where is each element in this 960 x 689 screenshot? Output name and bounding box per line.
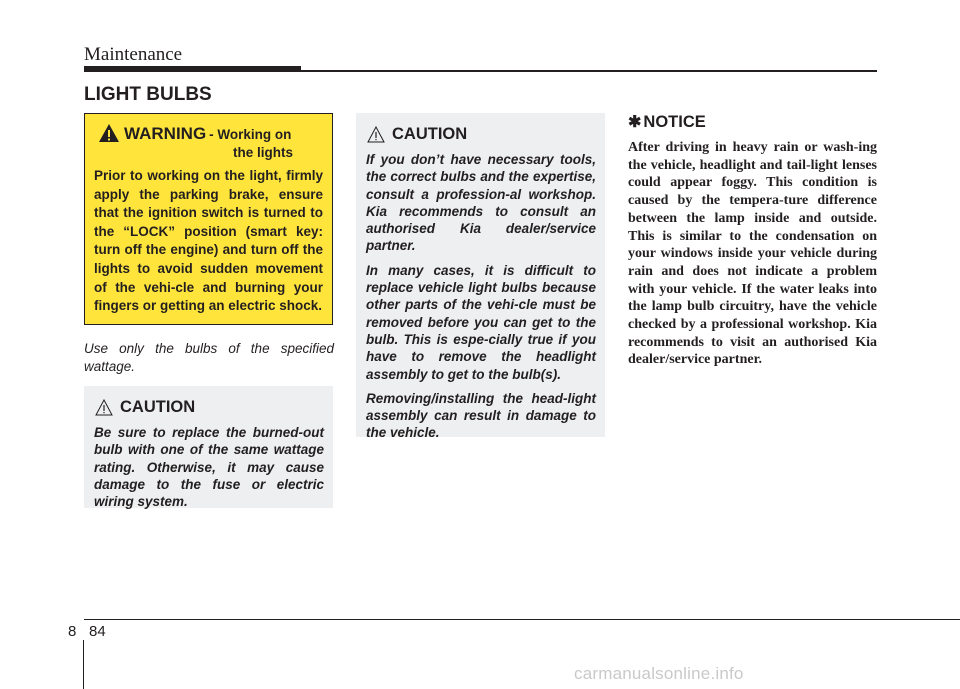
caution-body: Be sure to replace the burned-out bulb with one of the same wattage rating. Otherwise, it may cause damage to the fuse or electric wiring system. (94, 425, 324, 510)
caution-box-bulb-replacement (84, 386, 333, 508)
caution-paragraph: If you don’t have necessary tools, the correct bulbs and the expertise, consult a profession-al workshop. Kia recommends to consult an authorised Kia dealer/service partner. (366, 152, 596, 254)
caution-paragraph: Removing/installing the head-light assembly can result in damage to the vehicle. (366, 390, 596, 441)
caution-triangle-icon (95, 399, 113, 416)
caution-title: CAUTION (120, 397, 196, 416)
warning-subtitle-line1: - Working on (209, 127, 292, 142)
footer-vertical-rule (83, 640, 84, 689)
warning-title: WARNING (124, 124, 207, 143)
footer-rule (84, 619, 960, 620)
warning-body: Prior to working on the light, firmly apply the parking brake, ensure that the ignition switch is turned to the “LOCK” position (smart key: turn off the engine) and turn off the lights to avoid sudden movement of the vehi-cle and burning your fingers or getting an electric shock. (94, 168, 323, 314)
notice-star-icon: ✱ (628, 114, 642, 131)
watermark: carmanualsonline.info (574, 664, 744, 683)
notice-title: NOTICE (643, 113, 706, 131)
page-number: 84 (89, 623, 106, 640)
caution-triangle-icon (367, 126, 385, 143)
notice-body: After driving in heavy rain or wash-ing the vehicle, headlight and tail-light lenses could appear foggy. This condition is caused by the tempera-ture difference between the lamp inside and outside. This is similar to the condensation on your windows inside your vehicle during rain and does not indicate a problem with your vehicle. If the water leaks into the lamp bulb circuitry, have the vehicle checked by a professional workshop. Kia recommends to visit an authorised Kia dealer/service partner. (628, 140, 877, 368)
wattage-paragraph: Use only the bulbs of the specified wattage. (84, 341, 334, 374)
caution-body (366, 151, 596, 442)
warning-subtitle-line2: the lights (233, 145, 293, 160)
caution-title: CAUTION (392, 124, 468, 143)
header-title: Maintenance (84, 44, 183, 65)
caution-paragraph: In many cases, it is difficult to replace vehicle light bulbs because other parts of the vehi-cle must be removed before you can get to the bulb. This is espe-cially true if you have to remove the headlight assembly to get to the bulb(s). (366, 262, 596, 382)
section-title: LIGHT BULBS (84, 84, 212, 105)
warning-triangle-icon (98, 123, 120, 143)
caution-box-tools (356, 113, 605, 441)
header-rule-thick (84, 66, 301, 72)
warning-box (84, 113, 333, 325)
header-rule-thin (301, 70, 877, 72)
warning-header (98, 124, 323, 161)
page-chapter-number: 8 (68, 623, 77, 640)
notice-title-row (628, 112, 706, 132)
